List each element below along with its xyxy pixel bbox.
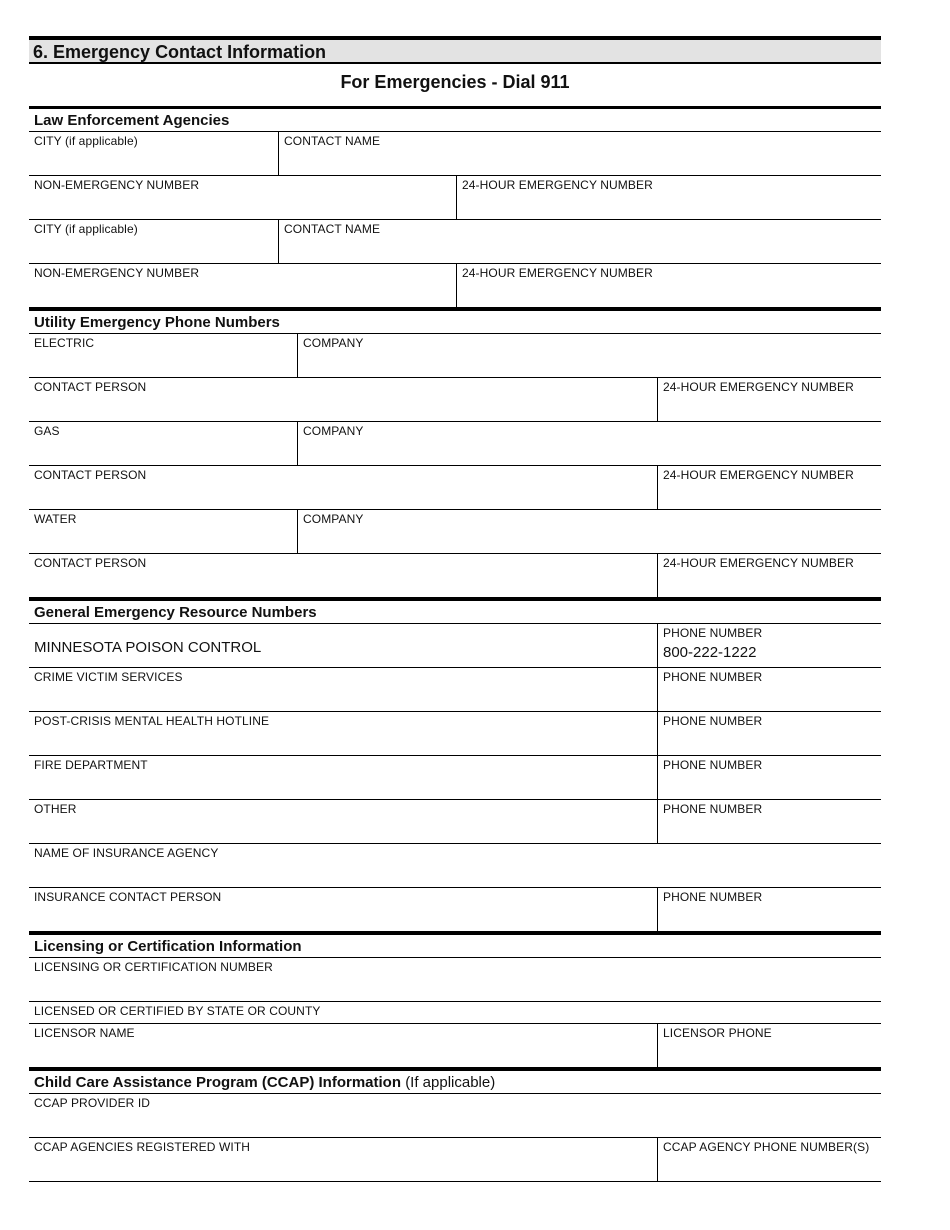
ccap-header [29, 1068, 881, 1094]
ccap-agencies-row [29, 1138, 881, 1182]
field-label: LICENSOR PHONE [663, 1026, 772, 1040]
poison-control-field[interactable] [29, 624, 657, 667]
emergency-contact-form [29, 36, 881, 1182]
electric-company-field[interactable] [297, 334, 881, 377]
dial-911-note: For Emergencies - Dial 911 [340, 72, 570, 92]
gas-company-field[interactable] [297, 422, 881, 465]
field-label: POST-CRISIS MENTAL HEALTH HOTLINE [34, 714, 270, 728]
law-emergency-24-2-field[interactable] [456, 264, 881, 307]
field-label: COMPANY [303, 424, 364, 438]
field-label: CCAP AGENCY PHONE NUMBER(S) [663, 1140, 870, 1154]
law-non-emergency-1-field[interactable] [29, 176, 456, 219]
electric-contact-row [29, 378, 881, 422]
field-label: LICENSED OR CERTIFIED BY STATE OR COUNTY [34, 1004, 321, 1018]
gas-row [29, 422, 881, 466]
field-label: CITY (if applicable) [34, 222, 138, 236]
gas-contact-person-field[interactable] [29, 466, 657, 509]
field-label: CONTACT PERSON [34, 380, 147, 394]
licensed-by-row [29, 1002, 881, 1024]
electric-emergency-24-field[interactable] [657, 378, 881, 421]
water-row [29, 510, 881, 554]
other-field[interactable] [29, 800, 657, 843]
field-label: ELECTRIC [34, 336, 95, 350]
other-row [29, 800, 881, 844]
ccap-header-note: (If applicable) [405, 1074, 496, 1091]
ccap-agencies-field[interactable] [29, 1138, 657, 1181]
field-label: PHONE NUMBER [663, 670, 763, 684]
field-label: PHONE NUMBER [663, 802, 763, 816]
field-label: CRIME VICTIM SERVICES [34, 670, 183, 684]
law-emergency-24-1-field[interactable] [456, 176, 881, 219]
field-label: CITY (if applicable) [34, 134, 138, 148]
mental-health-phone-field[interactable] [657, 712, 881, 755]
gas-contact-row [29, 466, 881, 510]
law-row-1 [29, 132, 881, 176]
licensing-number-field[interactable] [29, 958, 881, 1001]
water-contact-row [29, 554, 881, 598]
field-label: NON-EMERGENCY NUMBER [34, 266, 200, 280]
field-label: CONTACT NAME [284, 134, 381, 148]
fire-department-field[interactable] [29, 756, 657, 799]
water-company-field[interactable] [297, 510, 881, 553]
gas-emergency-24-field[interactable] [657, 466, 881, 509]
field-label: CONTACT NAME [284, 222, 381, 236]
law-non-emergency-2-field[interactable] [29, 264, 456, 307]
poison-control-phone: 800-222-1222 [663, 644, 757, 661]
licensed-by-field[interactable] [29, 1002, 881, 1023]
poison-control-name: MINNESOTA POISON CONTROL [34, 639, 262, 656]
licensor-row [29, 1024, 881, 1068]
field-label: PHONE NUMBER [663, 890, 763, 904]
ccap-header-title: Child Care Assistance Program (CCAP) Information [34, 1074, 402, 1091]
mental-health-field[interactable] [29, 712, 657, 755]
law-row-2 [29, 176, 881, 220]
field-label: WATER [34, 512, 77, 526]
fire-department-row [29, 756, 881, 800]
field-label: 24-HOUR EMERGENCY NUMBER [663, 380, 854, 394]
field-label: PHONE NUMBER [663, 714, 763, 728]
water-field[interactable] [29, 510, 297, 553]
poison-control-row [29, 624, 881, 668]
law-city-2-field[interactable] [29, 220, 278, 263]
ccap-agency-phone-field[interactable] [657, 1138, 881, 1181]
electric-row [29, 334, 881, 378]
law-row-3 [29, 220, 881, 264]
crime-victim-row [29, 668, 881, 712]
crime-victim-phone-field[interactable] [657, 668, 881, 711]
poison-control-phone-field[interactable] [657, 624, 881, 667]
field-label: CONTACT PERSON [34, 468, 147, 482]
field-label: COMPANY [303, 512, 364, 526]
law-contact-name-2-field[interactable] [278, 220, 881, 263]
licensing-header: Licensing or Certification Information [29, 932, 881, 958]
general-resources-header: General Emergency Resource Numbers [29, 598, 881, 624]
field-label: LICENSOR NAME [34, 1026, 135, 1040]
water-emergency-24-field[interactable] [657, 554, 881, 597]
field-label: INSURANCE CONTACT PERSON [34, 890, 222, 904]
field-label: 24-HOUR EMERGENCY NUMBER [462, 266, 653, 280]
field-label: FIRE DEPARTMENT [34, 758, 148, 772]
water-contact-person-field[interactable] [29, 554, 657, 597]
field-label: OTHER [34, 802, 77, 816]
field-label: CONTACT PERSON [34, 556, 147, 570]
field-label: 24-HOUR EMERGENCY NUMBER [663, 468, 854, 482]
insurance-contact-row [29, 888, 881, 932]
ccap-provider-id-field[interactable] [29, 1094, 881, 1137]
field-label: 24-HOUR EMERGENCY NUMBER [462, 178, 653, 192]
section-title: 6. Emergency Contact Information [29, 36, 881, 64]
field-label: PHONE NUMBER [663, 758, 763, 772]
law-contact-name-1-field[interactable] [278, 132, 881, 175]
electric-contact-person-field[interactable] [29, 378, 657, 421]
field-label: NAME OF INSURANCE AGENCY [34, 846, 219, 860]
insurance-agency-field[interactable] [29, 844, 881, 887]
electric-field[interactable] [29, 334, 297, 377]
field-label: PHONE NUMBER [663, 626, 763, 640]
licensor-phone-field[interactable] [657, 1024, 881, 1067]
field-label: NON-EMERGENCY NUMBER [34, 178, 200, 192]
insurance-phone-field[interactable] [657, 888, 881, 931]
law-row-4 [29, 264, 881, 308]
other-phone-field[interactable] [657, 800, 881, 843]
field-label: 24-HOUR EMERGENCY NUMBER [663, 556, 854, 570]
licensor-name-field[interactable] [29, 1024, 657, 1067]
field-label: LICENSING OR CERTIFICATION NUMBER [34, 960, 273, 974]
gas-field[interactable] [29, 422, 297, 465]
field-label: COMPANY [303, 336, 364, 350]
law-city-1-field[interactable] [29, 132, 278, 175]
field-label: CCAP PROVIDER ID [34, 1096, 151, 1110]
fire-department-phone-field[interactable] [657, 756, 881, 799]
field-label: GAS [34, 424, 60, 438]
ccap-provider-row [29, 1094, 881, 1138]
insurance-contact-field[interactable] [29, 888, 657, 931]
crime-victim-field[interactable] [29, 668, 657, 711]
law-enforcement-header: Law Enforcement Agencies [29, 106, 881, 132]
licensing-number-row [29, 958, 881, 1002]
insurance-agency-row [29, 844, 881, 888]
utility-header: Utility Emergency Phone Numbers [29, 308, 881, 334]
mental-health-row [29, 712, 881, 756]
field-label: CCAP AGENCIES REGISTERED WITH [34, 1140, 251, 1154]
